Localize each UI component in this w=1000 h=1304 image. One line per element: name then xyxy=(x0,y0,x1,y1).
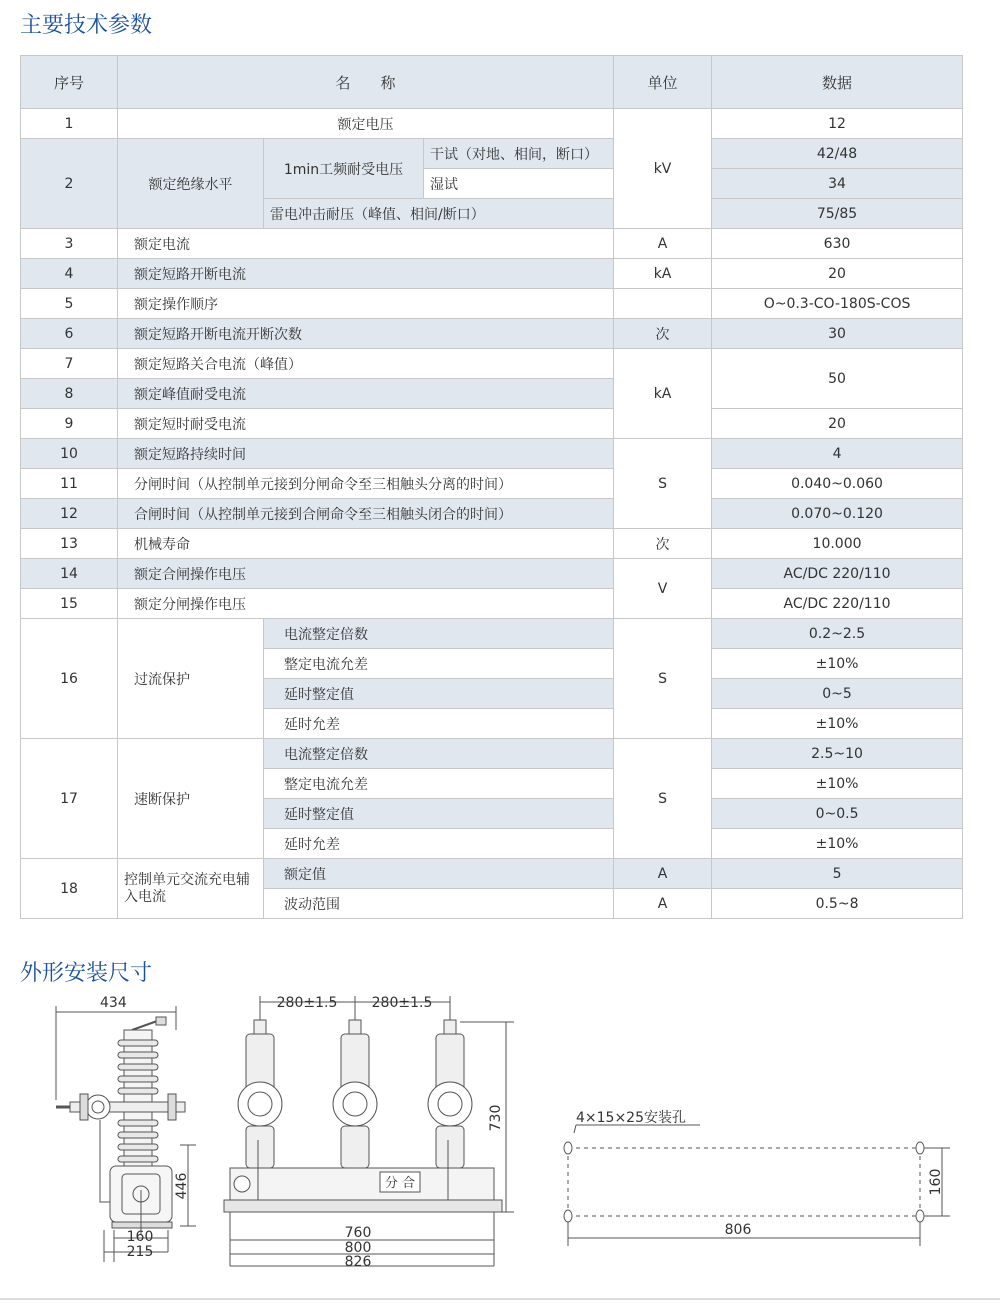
row-unit: V xyxy=(614,559,712,619)
row-name: 额定短路开断电流开断次数 xyxy=(118,319,614,349)
row-unit: 次 xyxy=(614,319,712,349)
row-name: 额定电流 xyxy=(118,229,614,259)
dim-front-height: 730 xyxy=(488,1104,504,1132)
table-row xyxy=(21,289,963,319)
dim-pitch-2: 280±1.5 xyxy=(371,995,433,1011)
row-value: AC/DC 220/110 xyxy=(712,589,963,619)
table-header-row xyxy=(21,56,963,109)
row-subname: 雷电冲击耐压（峰值、相间/断口） xyxy=(264,199,614,229)
row-value: 0.040~0.060 xyxy=(712,469,963,499)
row-value: 20 xyxy=(712,259,963,289)
table-row xyxy=(21,469,963,499)
row-no: 14 xyxy=(21,559,118,589)
row-name: 额定绝缘水平 xyxy=(118,139,264,229)
row-name: 分闸时间（从控制单元接到分闸命令至三相触头分离的时间） xyxy=(118,469,614,499)
row-value: 34 xyxy=(712,169,963,199)
row-name: 速断保护 xyxy=(118,739,264,859)
row-unit xyxy=(614,289,712,319)
side-view-drawing xyxy=(56,995,196,1262)
row-name: 额定电压 xyxy=(118,109,614,139)
row-name: 额定操作顺序 xyxy=(118,289,614,319)
row-subname: 电流整定倍数 xyxy=(264,619,614,649)
row-value: 0.2~2.5 xyxy=(712,619,963,649)
table-row xyxy=(21,409,963,439)
row-no: 18 xyxy=(21,859,118,919)
table-row xyxy=(21,619,963,649)
row-no: 13 xyxy=(21,529,118,559)
row-no: 15 xyxy=(21,589,118,619)
header-no: 序号 xyxy=(21,56,118,109)
row-value: 5 xyxy=(712,859,963,889)
dim-side-height: 446 xyxy=(174,1172,190,1200)
row-value: O~0.3-CO-180S-COS xyxy=(712,289,963,319)
spec-table xyxy=(20,55,963,919)
row-unit: S xyxy=(614,439,712,529)
table-row xyxy=(21,499,963,529)
row-name: 额定峰值耐受电流 xyxy=(118,379,614,409)
row-subname: 延时整定值 xyxy=(264,799,614,829)
table-row xyxy=(21,559,963,589)
row-no: 4 xyxy=(21,259,118,289)
row-subname: 延时整定值 xyxy=(264,679,614,709)
section-title-parameters: 主要技术参数 xyxy=(20,13,153,38)
dim-side-width: 434 xyxy=(100,995,127,1011)
row-name: 额定短路开断电流 xyxy=(118,259,614,289)
row-value: 0~0.5 xyxy=(712,799,963,829)
row-subname: 延时允差 xyxy=(264,829,614,859)
row-unit: kV xyxy=(614,109,712,229)
table-row xyxy=(21,139,963,169)
bottom-divider xyxy=(0,1298,1000,1300)
row-unit: S xyxy=(614,619,712,739)
dim-side-base-total: 215 xyxy=(126,1244,154,1260)
row-name: 额定合闸操作电压 xyxy=(118,559,614,589)
row-name: 额定分闸操作电压 xyxy=(118,589,614,619)
row-value: 0~5 xyxy=(712,679,963,709)
row-no: 1 xyxy=(21,109,118,139)
table-row xyxy=(21,439,963,469)
row-subname: 额定值 xyxy=(264,859,614,889)
table-row xyxy=(21,259,963,289)
row-unit: 次 xyxy=(614,529,712,559)
row-value: 0.5~8 xyxy=(712,889,963,919)
row-value: 12 xyxy=(712,109,963,139)
table-row xyxy=(21,319,963,349)
row-subname: 延时允差 xyxy=(264,709,614,739)
row-value: 50 xyxy=(712,349,963,409)
row-value: 42/48 xyxy=(712,139,963,169)
header-value: 数据 xyxy=(712,56,963,109)
row-name: 额定短时耐受电流 xyxy=(118,409,614,439)
dim-mount-width: 806 xyxy=(724,1222,752,1238)
row-unit: A xyxy=(614,859,712,889)
table-row xyxy=(21,109,963,139)
row-name: 控制单元交流充电辅入电流 xyxy=(118,859,264,919)
row-value: 20 xyxy=(712,409,963,439)
row-no: 10 xyxy=(21,439,118,469)
holes-label: 4×15×25安装孔 xyxy=(576,1110,686,1126)
row-name: 合闸时间（从控制单元接到合闸命令至三相触头闭合的时间） xyxy=(118,499,614,529)
table-row xyxy=(21,589,963,619)
row-unit: A xyxy=(614,889,712,919)
row-unit: A xyxy=(614,229,712,259)
row-unit: kA xyxy=(614,259,712,289)
dim-pitch-1: 280±1.5 xyxy=(276,995,338,1011)
dim-front-w2: 800 xyxy=(344,1240,372,1256)
dim-front-w1: 760 xyxy=(344,1225,372,1241)
row-subname: 电流整定倍数 xyxy=(264,739,614,769)
table-row xyxy=(21,229,963,259)
row-value: 2.5~10 xyxy=(712,739,963,769)
table-row xyxy=(21,859,963,889)
row-subname: 整定电流允差 xyxy=(264,769,614,799)
row-no: 3 xyxy=(21,229,118,259)
row-no: 2 xyxy=(21,139,118,229)
front-view-drawing xyxy=(224,995,514,1270)
row-value: 30 xyxy=(712,319,963,349)
row-name: 额定短路关合电流（峰值） xyxy=(118,349,614,379)
row-value: ±10% xyxy=(712,769,963,799)
dim-front-w3: 826 xyxy=(344,1254,372,1270)
row-subname: 1min工频耐受电压 xyxy=(264,139,424,199)
row-no: 8 xyxy=(21,379,118,409)
table-row xyxy=(21,349,963,379)
row-name: 过流保护 xyxy=(118,619,264,739)
table-row xyxy=(21,529,963,559)
section-title-dimensions: 外形安装尺寸 xyxy=(20,961,153,986)
row-value: AC/DC 220/110 xyxy=(712,559,963,589)
row-subname: 整定电流允差 xyxy=(264,649,614,679)
row-unit: kA xyxy=(614,349,712,439)
dim-side-base: 160 xyxy=(126,1229,154,1245)
row-unit: S xyxy=(614,739,712,859)
row-no: 12 xyxy=(21,499,118,529)
row-value: 75/85 xyxy=(712,199,963,229)
row-no: 9 xyxy=(21,409,118,439)
row-no: 17 xyxy=(21,739,118,859)
header-name: 名 称 xyxy=(118,56,614,109)
row-subname: 湿试 xyxy=(424,169,614,199)
row-value: 10.000 xyxy=(712,529,963,559)
switch-label: 分 合 xyxy=(384,1176,416,1191)
row-name: 机械寿命 xyxy=(118,529,614,559)
row-name: 额定短路持续时间 xyxy=(118,439,614,469)
row-value: 0.070~0.120 xyxy=(712,499,963,529)
row-value: ±10% xyxy=(712,829,963,859)
row-value: 630 xyxy=(712,229,963,259)
row-subname: 波动范围 xyxy=(264,889,614,919)
row-no: 11 xyxy=(21,469,118,499)
dimension-drawing xyxy=(20,990,980,1280)
row-value: ±10% xyxy=(712,709,963,739)
mounting-plan-drawing xyxy=(564,1109,950,1246)
row-no: 7 xyxy=(21,349,118,379)
row-subname: 干试（对地、相间，断口） xyxy=(424,139,614,169)
header-unit: 单位 xyxy=(614,56,712,109)
table-row xyxy=(21,739,963,769)
row-value: ±10% xyxy=(712,649,963,679)
dim-mount-height: 160 xyxy=(928,1168,944,1196)
row-value: 4 xyxy=(712,439,963,469)
row-no: 6 xyxy=(21,319,118,349)
row-no: 5 xyxy=(21,289,118,319)
row-no: 16 xyxy=(21,619,118,739)
